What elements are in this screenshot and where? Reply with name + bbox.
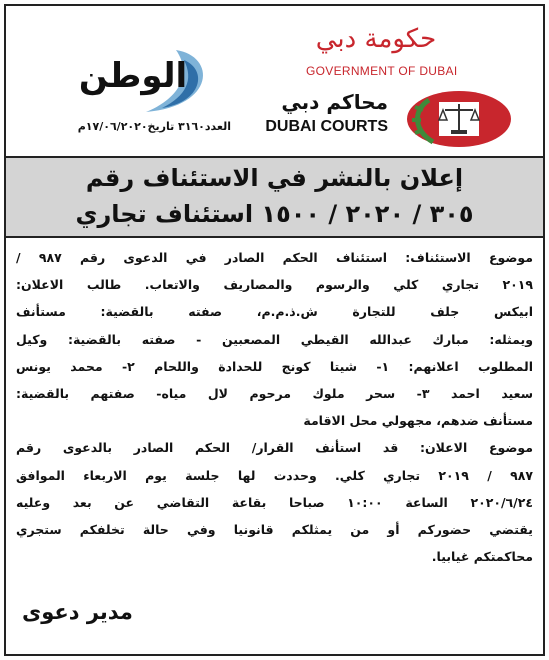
announcement-frame <box>4 4 545 656</box>
body-line: ابيكس جلف للتجارة ش.ذ.م.م، صفته بالقضية: مستأنف <box>16 304 533 320</box>
body-line: مستأنف ضدهم، مجهولي محل الاقامة <box>303 413 533 429</box>
body-line: موضوع الاعلان: قد استأنف القرار/ الحكم الصادر بالدعوى رقم <box>16 440 533 456</box>
body-line: ٢٠٢٠/٦/٢٤ الساعة ١٠:٠٠ صباحا بقاعة التقاضي عن بعد وعليه <box>16 494 533 510</box>
title-line-1: إعلان بالنشر في الاستئناف رقم <box>85 164 464 192</box>
alwatan-masthead <box>26 46 231 136</box>
signature: مدير دعوى <box>22 600 133 624</box>
courts-english-name: DUBAI COURTS <box>265 118 388 135</box>
body-line: ٩٨٧ / ٢٠١٩ تجاري كلي. وحددت لها جلسة يوم الاربعاء الموافق <box>16 467 533 483</box>
gov-arabic-name: حكومة دبي <box>315 24 437 54</box>
gov-english-name: GOVERNMENT OF DUBAI <box>306 64 458 78</box>
newspaper-name: الوطن <box>78 56 188 96</box>
header <box>6 6 543 156</box>
body-line: يقتضي حضوركم أو من يمثلكم قانونيا وفي حالة تخلفكم ستجري <box>16 521 533 537</box>
announcement-body <box>16 244 533 570</box>
body-line: سعيد احمد ٣- سحر ملوك مرحوم لال مياه- صفتهم بالقضية: <box>16 385 533 401</box>
body-line: محاكمتكم غيابيا. <box>431 549 533 565</box>
dubai-courts-logo <box>261 88 541 150</box>
announcement-title <box>6 156 543 238</box>
body-line: ٢٠١٩ تجاري كلي والرسوم والمصاريف والاتعاب. طالب الاعلان: <box>16 277 533 293</box>
body-line: موضوع الاستئناف: استئناف الحكم الصادر في الدعوى رقم ٩٨٧ / <box>16 250 533 265</box>
issue-number-date: العدد٣١٦٠ تاريخ١٧/٠٦/٢٠٢٠م <box>77 120 231 133</box>
courts-arabic-name: محاكم دبي <box>281 90 388 114</box>
body-line: المطلوب اعلانهم: ١- شيتا كونج للحدادة واللحام ٢- محمد يونس <box>16 358 533 374</box>
dubai-courts-emblem-icon <box>399 88 519 150</box>
title-line-2: ٣٠٥ / ٢٠٢٠ / ١٥٠٠ استئناف تجاري <box>75 200 474 228</box>
government-of-dubai-logo <box>306 24 458 86</box>
body-line: ويمثله: مبارك عبدالله القيطي المصعبين - صفته بالقضية: وكيل <box>16 331 533 347</box>
